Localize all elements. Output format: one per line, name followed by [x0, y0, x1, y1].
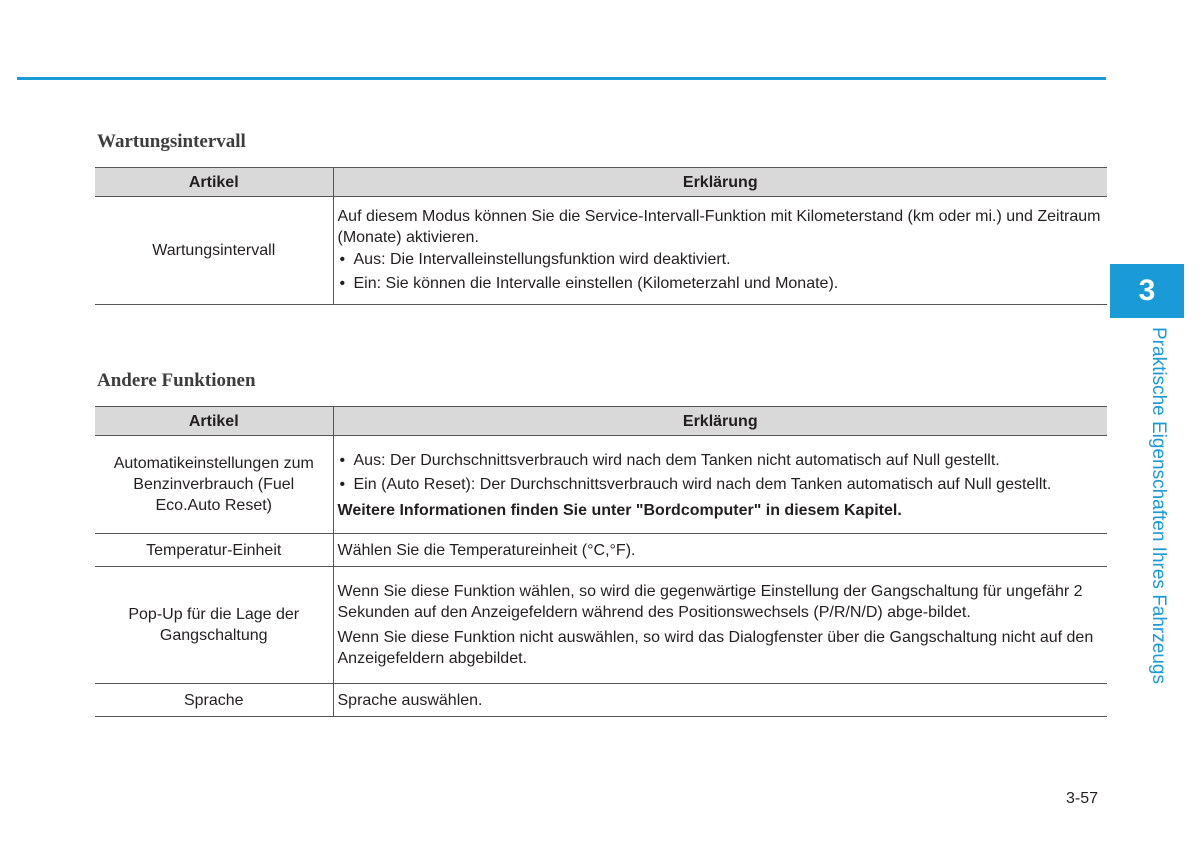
table-row: [95, 197, 1107, 305]
note-text: Weitere Informationen finden Sie unter "Bordcomputer" in diesem Kapitel.: [337, 501, 902, 519]
description-text: Wenn Sie diese Funktion nicht auswählen, so wird das Dialogfenster über die Gangschaltung nicht auf den Anzeigefeldern abgebildet.: [337, 629, 1094, 667]
column-header-erklaerung: Erklärung: [333, 168, 1107, 197]
description-cell: [333, 567, 1107, 684]
section-title-wartungsintervall: Wartungsintervall: [97, 131, 246, 152]
description-cell: [333, 197, 1107, 305]
table-header-row: [95, 407, 1107, 436]
bullet-list: [338, 249, 1104, 294]
bullet-item: • Ein: Sie können die Intervalle einstellen (Kilometerzahl und Monate).: [338, 273, 1104, 294]
table-row: [95, 436, 1107, 534]
bullet-item: • Ein (Auto Reset): Der Durchschnittsverbrauch wird nach dem Tanken automatisch auf Null gestellt.: [338, 474, 1104, 495]
description-cell: Sprache auswählen.: [333, 684, 1107, 717]
bullet-item: • Aus: Die Intervalleinstellungsfunktion wird deaktiviert.: [338, 249, 1104, 270]
description-cell: [333, 436, 1107, 534]
item-cell: Temperatur-Einheit: [95, 534, 333, 567]
description-cell: Wählen Sie die Temperatureinheit (°C,°F).: [333, 534, 1107, 567]
item-cell: Wartungsintervall: [95, 197, 333, 305]
item-cell: Automatikeinstellungen zum Benzinverbrauch (Fuel Eco.Auto Reset): [95, 436, 333, 534]
table-row: [95, 534, 1107, 567]
table-header-row: [95, 168, 1107, 197]
section-title-andere-funktionen: Andere Funktionen: [97, 370, 256, 391]
column-header-artikel: Artikel: [95, 407, 333, 436]
wartungsintervall-table: [95, 167, 1107, 305]
column-header-artikel: Artikel: [95, 168, 333, 197]
bullet-item: • Aus: Der Durchschnittsverbrauch wird nach dem Tanken nicht automatisch auf Null gestellt.: [338, 450, 1104, 471]
table-row: [95, 684, 1107, 717]
item-cell: Pop-Up für die Lage der Gangschaltung: [95, 567, 333, 684]
item-cell: Sprache: [95, 684, 333, 717]
bullet-list: [338, 450, 1104, 495]
chapter-title: Praktische Eigenschaften Ihres Fahrzeugs: [1148, 327, 1169, 684]
top-rule: [17, 77, 1106, 80]
andere-funktionen-table: [95, 406, 1107, 717]
description-text: Auf diesem Modus können Sie die Service-Intervall-Funktion mit Kilometerstand (km oder mi.) und Zeitraum (Monate) aktivieren.: [337, 208, 1101, 246]
column-header-erklaerung: Erklärung: [333, 407, 1107, 436]
page-number: 3-57: [1066, 790, 1099, 807]
description-text: Wenn Sie diese Funktion wählen, so wird die gegenwärtige Einstellung der Gangschaltung für ungefähr 2 Sekunden auf den Anzeigefeldern während des Positionswechsels (P/R/N/D) abge-bildet.: [337, 583, 1083, 621]
table-row: [95, 567, 1107, 684]
chapter-number-tab: 3: [1110, 264, 1184, 318]
